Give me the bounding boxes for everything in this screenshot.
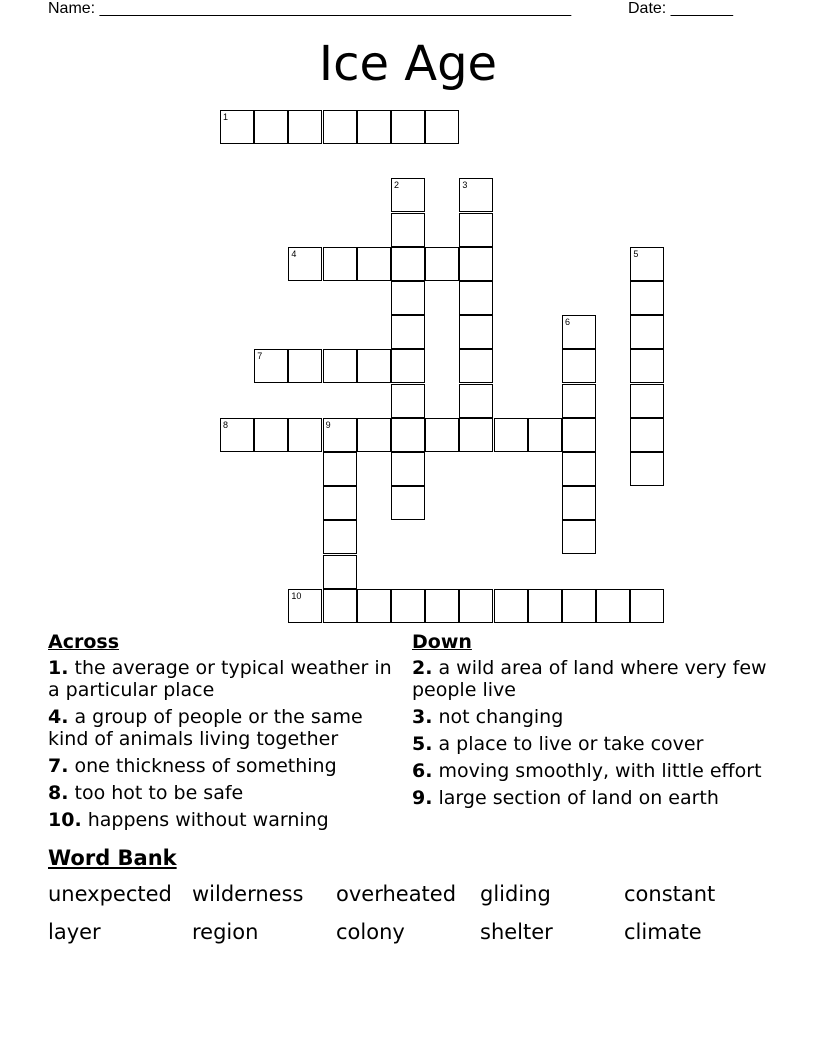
grid-cell[interactable] bbox=[323, 452, 357, 486]
grid-cell[interactable] bbox=[391, 589, 425, 623]
grid-cell[interactable] bbox=[562, 486, 596, 520]
clue-number: 3. bbox=[412, 706, 433, 728]
word-bank-word: constant bbox=[624, 882, 716, 906]
clue-number-label: 10 bbox=[291, 590, 302, 601]
grid-cell[interactable] bbox=[528, 589, 562, 623]
grid-cell[interactable] bbox=[288, 589, 322, 623]
across-clues bbox=[48, 630, 398, 836]
grid-cell[interactable] bbox=[323, 418, 357, 452]
grid-cell[interactable] bbox=[425, 418, 459, 452]
grid-cell[interactable] bbox=[254, 418, 288, 452]
grid-cell[interactable] bbox=[391, 213, 425, 247]
clue-number: 9. bbox=[412, 787, 433, 809]
grid-cell[interactable] bbox=[562, 384, 596, 418]
grid-cell[interactable] bbox=[323, 349, 357, 383]
grid-cell[interactable] bbox=[357, 589, 391, 623]
grid-cell[interactable] bbox=[391, 315, 425, 349]
grid-cell[interactable] bbox=[528, 418, 562, 452]
grid-cell[interactable] bbox=[459, 178, 493, 212]
down-heading: Down bbox=[412, 631, 472, 653]
grid-cell[interactable] bbox=[391, 384, 425, 418]
grid-cell[interactable] bbox=[391, 178, 425, 212]
grid-cell[interactable] bbox=[254, 349, 288, 383]
clue-number-label: 1 bbox=[223, 112, 229, 122]
grid-cell[interactable] bbox=[288, 110, 322, 144]
grid-cell[interactable] bbox=[494, 418, 528, 452]
clue-number: 5. bbox=[412, 733, 433, 755]
word-bank-word: wilderness bbox=[192, 882, 304, 906]
clue-number-label: 9 bbox=[325, 419, 331, 430]
grid-cell[interactable] bbox=[494, 589, 528, 623]
clue-text: moving smoothly, with little effort bbox=[438, 760, 762, 782]
grid-cell[interactable] bbox=[630, 315, 664, 349]
clue-across-4 bbox=[48, 706, 398, 750]
grid-cell[interactable] bbox=[288, 418, 322, 452]
grid-cell[interactable] bbox=[630, 247, 664, 281]
grid-cell[interactable] bbox=[220, 110, 254, 144]
grid-cell[interactable] bbox=[323, 520, 357, 554]
grid-cell[interactable] bbox=[323, 555, 357, 589]
word-bank-word: overheated bbox=[336, 882, 457, 906]
clue-number: 4. bbox=[48, 706, 69, 728]
word-bank-word: gliding bbox=[480, 882, 551, 906]
clue-text: not changing bbox=[438, 706, 564, 728]
clue-number-label: 8 bbox=[223, 419, 229, 430]
grid-cell[interactable] bbox=[630, 349, 664, 383]
grid-cell[interactable] bbox=[630, 281, 664, 315]
grid-cell[interactable] bbox=[562, 520, 596, 554]
grid-cell[interactable] bbox=[391, 349, 425, 383]
clue-down-9 bbox=[412, 787, 772, 809]
word-bank-word: region bbox=[192, 920, 259, 944]
grid-cell[interactable] bbox=[562, 589, 596, 623]
grid-cell[interactable] bbox=[323, 589, 357, 623]
grid-cell[interactable] bbox=[288, 349, 322, 383]
date-field[interactable]: Date: _______ bbox=[628, 0, 733, 17]
clue-text: a place to live or take cover bbox=[438, 733, 704, 755]
clue-text: happens without warning bbox=[87, 809, 329, 831]
clue-across-1 bbox=[48, 657, 398, 701]
clue-number: 10. bbox=[48, 809, 82, 831]
clue-number: 2. bbox=[412, 657, 433, 679]
grid-cell[interactable] bbox=[357, 349, 391, 383]
word-bank-word: shelter bbox=[480, 920, 553, 944]
clue-text: the average or typical weather in a particular place bbox=[48, 657, 392, 701]
clue-number-label: 2 bbox=[394, 180, 400, 191]
grid-cell[interactable] bbox=[459, 213, 493, 247]
grid-cell[interactable] bbox=[630, 452, 664, 486]
grid-cell[interactable] bbox=[288, 247, 322, 281]
clue-number-label: 6 bbox=[565, 317, 571, 328]
grid-cell[interactable] bbox=[459, 281, 493, 315]
grid-cell[interactable] bbox=[391, 486, 425, 520]
grid-cell[interactable] bbox=[323, 247, 357, 281]
grid-cell[interactable] bbox=[220, 418, 254, 452]
word-bank-word: unexpected bbox=[48, 882, 172, 906]
grid-cell[interactable] bbox=[425, 247, 459, 281]
clue-text: large section of land on earth bbox=[438, 787, 719, 809]
grid-cell[interactable] bbox=[562, 349, 596, 383]
clue-number-label: 4 bbox=[291, 248, 297, 259]
clue-across-7 bbox=[48, 755, 398, 777]
clue-number: 7. bbox=[48, 755, 69, 777]
word-bank-word: layer bbox=[48, 920, 101, 944]
clue-down-2 bbox=[412, 657, 772, 701]
grid-cell[interactable] bbox=[630, 418, 664, 452]
across-heading: Across bbox=[48, 631, 120, 653]
down-clues bbox=[412, 630, 772, 814]
clue-number: 1. bbox=[48, 657, 69, 679]
grid-cell[interactable] bbox=[323, 486, 357, 520]
grid-cell[interactable] bbox=[630, 589, 664, 623]
puzzle-title: Ice Age bbox=[318, 36, 498, 92]
clue-text: a wild area of land where very few people live bbox=[412, 657, 767, 701]
grid-cell[interactable] bbox=[459, 384, 493, 418]
grid-cell[interactable] bbox=[459, 349, 493, 383]
word-bank-word: colony bbox=[336, 920, 405, 944]
clue-text: one thickness of something bbox=[74, 755, 337, 777]
grid-cell[interactable] bbox=[391, 281, 425, 315]
grid-cell[interactable] bbox=[357, 247, 391, 281]
grid-cell[interactable] bbox=[562, 418, 596, 452]
clue-text: too hot to be safe bbox=[74, 782, 244, 804]
grid-cell[interactable] bbox=[254, 110, 288, 144]
grid-cell[interactable] bbox=[357, 110, 391, 144]
grid-cell[interactable] bbox=[630, 384, 664, 418]
grid-cell[interactable] bbox=[391, 110, 425, 144]
clue-down-5 bbox=[412, 733, 772, 755]
grid-cell[interactable] bbox=[323, 110, 357, 144]
grid-cell[interactable] bbox=[391, 247, 425, 281]
grid-cell[interactable] bbox=[391, 452, 425, 486]
grid-cell[interactable] bbox=[357, 418, 391, 452]
clue-down-3 bbox=[412, 706, 772, 728]
name-field[interactable]: Name: _____________________________________________________ bbox=[48, 0, 572, 17]
clue-down-6 bbox=[412, 760, 772, 782]
grid-cell[interactable] bbox=[391, 418, 425, 452]
grid-cell[interactable] bbox=[425, 110, 459, 144]
grid-cell[interactable] bbox=[459, 247, 493, 281]
word-bank-heading: Word Bank bbox=[48, 846, 177, 870]
grid-cell[interactable] bbox=[562, 315, 596, 349]
clue-across-10 bbox=[48, 809, 398, 831]
grid-cell[interactable] bbox=[596, 589, 630, 623]
grid-cell[interactable] bbox=[562, 452, 596, 486]
clue-number-label: 3 bbox=[462, 180, 468, 191]
clue-number-label: 5 bbox=[633, 248, 639, 259]
clue-across-8 bbox=[48, 782, 398, 804]
clue-number: 6. bbox=[412, 760, 433, 782]
clue-number-label: 7 bbox=[257, 351, 263, 362]
grid-cell[interactable] bbox=[459, 418, 493, 452]
grid-cell[interactable] bbox=[459, 315, 493, 349]
word-bank-word: climate bbox=[624, 920, 702, 944]
clue-number: 8. bbox=[48, 782, 69, 804]
grid-cell[interactable] bbox=[459, 589, 493, 623]
grid-cell[interactable] bbox=[425, 589, 459, 623]
clue-text: a group of people or the same kind of animals living together bbox=[48, 706, 363, 750]
